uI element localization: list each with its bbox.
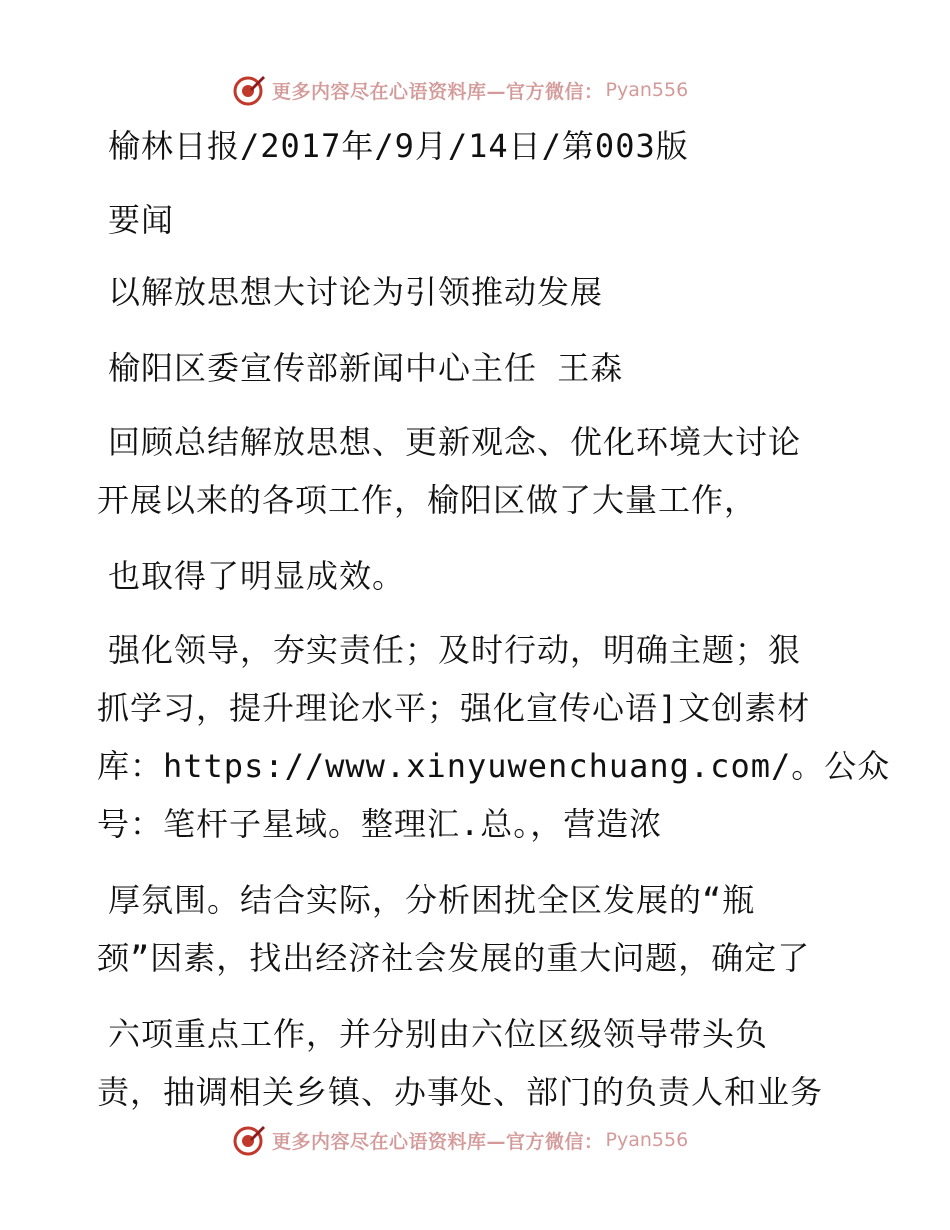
- pen-logo-icon: [232, 73, 266, 107]
- body-line: 抓学习，提升理论水平；强化宣传心语]文创素材: [97, 689, 811, 727]
- body-line: 回顾总结解放思想、更新观念、优化环境大讨论: [108, 423, 802, 461]
- watermark-header: [232, 72, 688, 108]
- watermark-text: 更多内容尽在心语资料库—官方微信：: [272, 1130, 604, 1153]
- body-line: 六项重点工作，并分别由六位区级领导带头负: [108, 1015, 769, 1053]
- watermark-wechat-id: Pyan556: [605, 79, 689, 101]
- watermark-footer: [232, 1122, 688, 1158]
- article-title: 以解放思想大讨论为引领推动发展: [108, 273, 604, 311]
- body-line: 颈”因素，找出经济社会发展的重大问题，确定了: [97, 939, 811, 977]
- body-line: 强化领导，夯实责任；及时行动，明确主题；狠: [108, 631, 802, 669]
- body-line: 责，抽调相关乡镇、办事处、部门的负责人和业务: [97, 1073, 824, 1111]
- pen-logo-icon: [232, 1123, 266, 1157]
- body-line: 也取得了明显成效。: [108, 557, 406, 595]
- body-line: 厚氛围。结合实际，分析困扰全区发展的“瓶: [108, 881, 756, 919]
- body-line: 库：https://www.xinyuwenchuang.com/。公众: [97, 747, 891, 785]
- source-line: 榆林日报/2017年/9月/14日/第003版: [108, 127, 689, 165]
- body-line: 号：笔杆子星域。整理汇.总。，营造浓: [97, 805, 663, 843]
- watermark-wechat-id: Pyan556: [605, 1129, 689, 1151]
- body-line: 开展以来的各项工作，榆阳区做了大量工作，: [97, 481, 758, 519]
- section-label: 要闻: [108, 201, 175, 239]
- author-line: 榆阳区委宣传部新闻中心主任 王森: [108, 349, 624, 387]
- watermark-text: 更多内容尽在心语资料库—官方微信：: [272, 80, 604, 103]
